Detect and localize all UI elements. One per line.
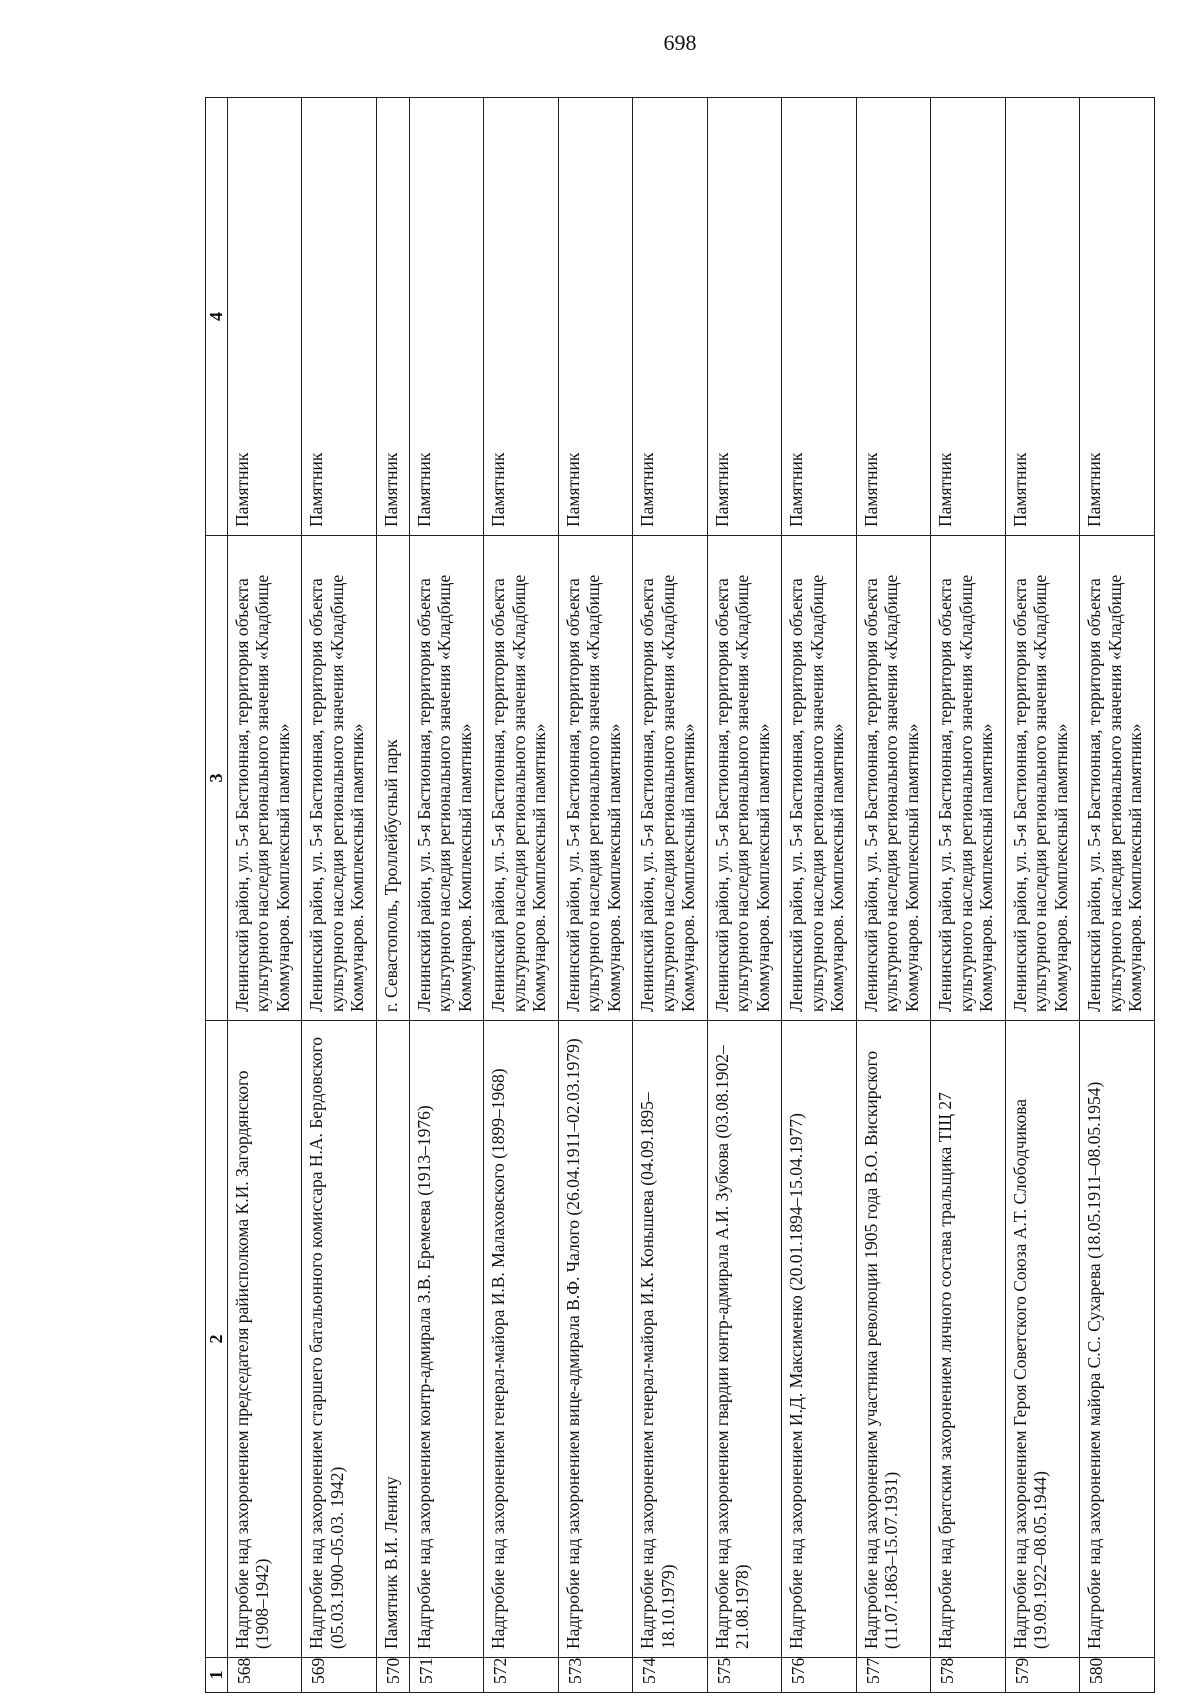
table-row [1080,98,1155,1693]
row-number-cell: 572 [484,1658,559,1693]
category-cell: Памятник [1005,98,1080,536]
table-row [633,98,708,1693]
row-number-cell: 576 [782,1658,857,1693]
column-header-2: 2 [206,1021,228,1658]
row-number-cell: 573 [558,1658,633,1693]
category-cell: Памятник [707,98,782,536]
table-row [931,98,1006,1693]
object-name-cell: Надгробие над захоронением вице-адмирала В.Ф. Чалого (26.04.1911–02.03.1979) [558,1021,633,1658]
table-row [484,98,559,1693]
table-row [1005,98,1080,1693]
row-number-cell: 578 [931,1658,1006,1693]
location-cell: Ленинский район, ул. 5-я Бастионная, территория объекта культурного наследия регионального значения «Кладбище Коммунаров. Комплексный памятник» [782,536,857,1021]
category-cell: Памятник [302,98,377,536]
location-cell: Ленинский район, ул. 5-я Бастионная, территория объекта культурного наследия регионального значения «Кладбище Коммунаров. Комплексный памятник» [302,536,377,1021]
category-cell: Памятник [1080,98,1155,536]
object-name-cell: Надгробие над захоронением Героя Советского Союза А.Т. Слободчикова (19.09.1922–08.05.1944) [1005,1021,1080,1658]
object-name-cell: Надгробие над захоронением участника революции 1905 года В.О. Вискирского (11.07.1863–15.07.1931) [856,1021,931,1658]
header-row [206,98,228,1693]
object-name-cell: Надгробие над захоронением контр-адмирала З.В. Еремеева (1913–1976) [409,1021,484,1658]
table-body [227,98,1155,1693]
location-cell: Ленинский район, ул. 5-я Бастионная, территория объекта культурного наследия регионального значения «Кладбище Коммунаров. Комплексный памятник» [633,536,708,1021]
row-number-cell: 580 [1080,1658,1155,1693]
object-name-cell: Надгробие над захоронением майора С.С. Сухарева (18.05.1911–08.05.1954) [1080,1021,1155,1658]
location-cell: г. Севастополь, Троллейбусный парк [376,536,409,1021]
table-row [227,98,302,1693]
location-cell: Ленинский район, ул. 5-я Бастионная, территория объекта культурного наследия регионального значения «Кладбище Коммунаров. Комплексный памятник» [707,536,782,1021]
location-cell: Ленинский район, ул. 5-я Бастионная, территория объекта культурного наследия регионального значения «Кладбище Коммунаров. Комплексный памятник» [931,536,1006,1021]
category-cell: Памятник [558,98,633,536]
object-name-cell: Надгробие над захоронением И.Д. Максименко (20.01.1894–15.04.1977) [782,1021,857,1658]
location-cell: Ленинский район, ул. 5-я Бастионная, территория объекта культурного наследия регионального значения «Кладбище Коммунаров. Комплексный памятник» [558,536,633,1021]
row-number-cell: 568 [227,1658,302,1693]
table-row [707,98,782,1693]
table-row [782,98,857,1693]
table-row [558,98,633,1693]
monuments-table [205,97,1155,1693]
object-name-cell: Надгробие над захоронением генерал-майора И.К. Конышева (04.09.1895–18.10.1979) [633,1021,708,1658]
row-number-cell: 570 [376,1658,409,1693]
location-cell: Ленинский район, ул. 5-я Бастионная, территория объекта культурного наследия регионального значения «Кладбище Коммунаров. Комплексный памятник» [856,536,931,1021]
rotated-table-container [205,98,1155,1693]
category-cell: Памятник [782,98,857,536]
category-cell: Памятник [633,98,708,536]
object-name-cell: Надгробие над захоронением гвардии контр-адмирала А.И. Зубкова (03.08.1902–21.08.1978) [707,1021,782,1658]
category-cell: Памятник [931,98,1006,536]
table-row [302,98,377,1693]
page-number: 698 [663,30,697,55]
category-cell: Памятник [376,98,409,536]
location-cell: Ленинский район, ул. 5-я Бастионная, территория объекта культурного наследия регионального значения «Кладбище Коммунаров. Комплексный памятник» [227,536,302,1021]
column-header-1: 1 [206,1658,228,1693]
location-cell: Ленинский район, ул. 5-я Бастионная, территория объекта культурного наследия регионального значения «Кладбище Коммунаров. Комплексный памятник» [409,536,484,1021]
category-cell: Памятник [484,98,559,536]
row-number-cell: 574 [633,1658,708,1693]
row-number-cell: 575 [707,1658,782,1693]
object-name-cell: Надгробие над захоронением председателя райисполкома К.И. Загордянского (1908–1942) [227,1021,302,1658]
object-name-cell: Надгробие над захоронением генерал-майора И.В. Малаховского (1899–1968) [484,1021,559,1658]
object-name-cell: Надгробие над братским захоронением личного состава тральщика ТЩ 27 [931,1021,1006,1658]
row-number-cell: 577 [856,1658,931,1693]
category-cell: Памятник [856,98,931,536]
row-number-cell: 579 [1005,1658,1080,1693]
category-cell: Памятник [409,98,484,536]
row-number-cell: 569 [302,1658,377,1693]
row-number-cell: 571 [409,1658,484,1693]
column-header-3: 3 [206,536,228,1021]
location-cell: Ленинский район, ул. 5-я Бастионная, территория объекта культурного наследия регионального значения «Кладбище Коммунаров. Комплексный памятник» [484,536,559,1021]
column-header-4: 4 [206,98,228,536]
category-cell: Памятник [227,98,302,536]
table-row [409,98,484,1693]
location-cell: Ленинский район, ул. 5-я Бастионная, территория объекта культурного наследия регионального значения «Кладбище Коммунаров. Комплексный памятник» [1005,536,1080,1021]
table-row [376,98,409,1693]
location-cell: Ленинский район, ул. 5-я Бастионная, территория объекта культурного наследия регионального значения «Кладбище Коммунаров. Комплексный памятник» [1080,536,1155,1021]
object-name-cell: Памятник В.И. Ленину [376,1021,409,1658]
object-name-cell: Надгробие над захоронением старшего батальонного комиссара Н.А. Бердовского (05.03.1900–05.03. 1942) [302,1021,377,1658]
table-row [856,98,931,1693]
